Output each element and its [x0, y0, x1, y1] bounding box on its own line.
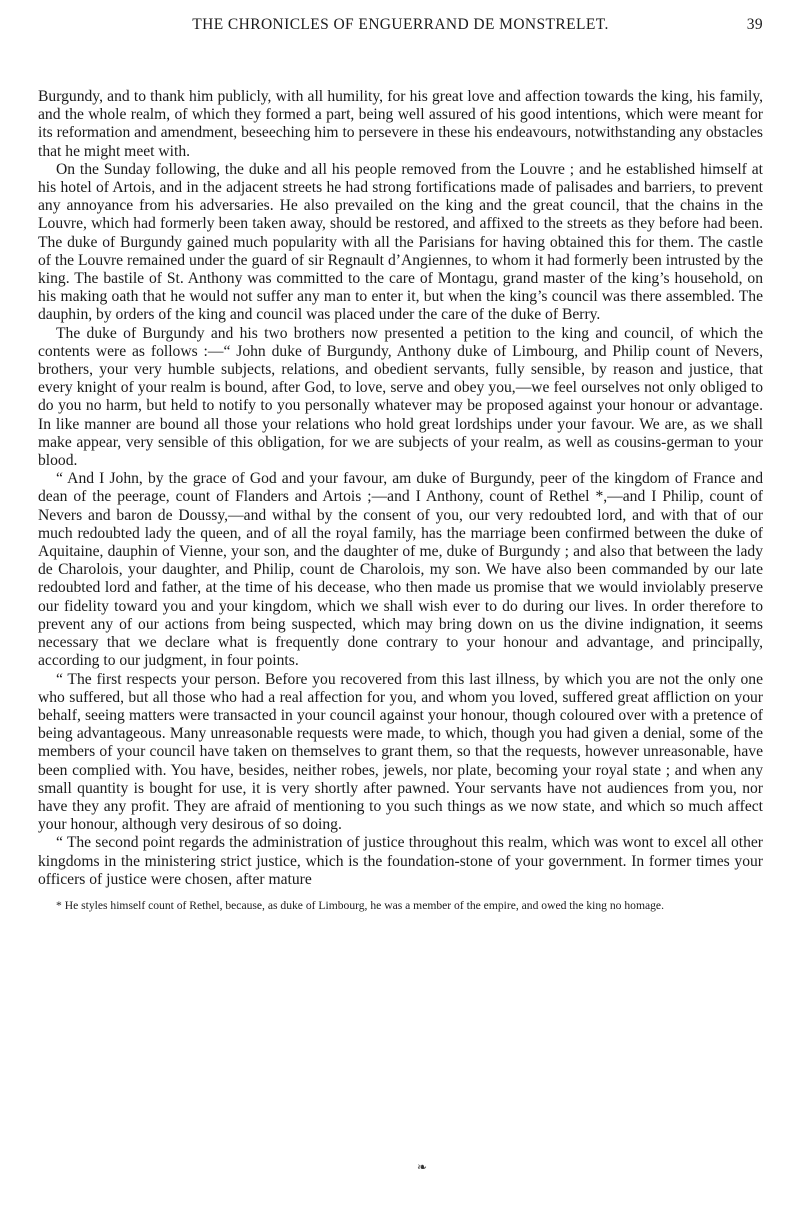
paragraph: “ The first respects your person. Before you recovered from this last illness, by which you are not the only one who suffered, but all those who had a real affection for you, and whom you loved, suffered great affliction on your behalf, seeing matters were transacted in your council against your honour, though coloured over with a pretence of being advantageous. Many unreasonable requests were made, to which, though you had given a denial, some of the members of your council have taken on themselves to grant them, so that the requests, however unreasonable, have been complied with. You have, besides, neither robes, jewels, nor plate, becoming your royal state ; and when any small quantity is bought for use, it is very shortly after pawned. Your servants have not audiences from you, nor have they any profit. They are afraid of mentioning to you such things as we now state, and which so much affect your honour, although very desirous of so doing. — [38, 670, 763, 834]
body-text — [38, 88, 763, 889]
running-head — [38, 16, 763, 40]
printer-ornament: ❧ — [417, 1160, 428, 1174]
paragraph: “ The second point regards the administration of justice throughout this realm, which was wont to excel all other kingdoms in the ministering strict justice, which is the foundation-stone of your government. In former times your officers of justice were chosen, after mature — [38, 834, 763, 888]
paragraph: On the Sunday following, the duke and all his people removed from the Louvre ; and he established himself at his hotel of Artois, and in the adjacent streets he had strong fortifications made of palisades and barriers, to prevent any annoyance from his adversaries. He also prevailed on the king and the great council, that the chains in the Louvre, which had formerly been taken away, should be restored, and affixed to the streets as they before had been. The duke of Burgundy gained much popularity with all the Parisians for having obtained this for them. The castle of the Louvre remained under the guard of sir Regnault d’Angiennes, to whom it had formerly been intrusted by the king. The bastile of St. Anthony was committed to the care of Montagu, grand master of the king’s household, on his making oath that he would not suffer any man to enter it, but when the king’s council was there assembled. The dauphin, by orders of the king and council was placed under the care of the duke of Berry. — [38, 160, 763, 324]
paragraph: The duke of Burgundy and his two brothers now presented a petition to the king and council, of which the contents were as follows :—“ John duke of Burgundy, Anthony duke of Limbourg, and Philip count of Nevers, brothers, your very humble subjects, relations, and obedient servants, fully sensible, by reason and justice, that every knight of your realm is bound, after God, to love, serve and obey you,—we feel ourselves not only obliged to do you no harm, but held to notify to you personally whatever may be proposed against your honour or advantage. In like manner are bound all those your relations who hold great lordships under your favour. We are, as we shall make appear, very sensible of this obligation, for we are subjects of your realm, as well as cousins-german to your blood. — [38, 324, 763, 470]
running-title: THE CHRONICLES OF ENGUERRAND DE MONSTRELET. — [192, 16, 609, 33]
paragraph: “ And I John, by the grace of God and your favour, am duke of Burgundy, peer of the kingdom of France and dean of the peerage, count of Flanders and Artois ;—and I Anthony, count of Rethel *,—and I Philip, count of Nevers and baron de Doussy,—and withal by the consent of you, our very redoubted lord, and with that of our much redoubted lady the queen, and of all the royal family, has the marriage been confirmed between the duke of Aquitaine, dauphin of Vienne, your son, and the daughter of me, duke of Burgundy ; and also that between the lady de Charolois, your daughter, and Philip, count de Charolois, my son. We have also been commanded by our late redoubted lord and father, at the time of his decease, who then made us promise that we would inviolably preserve our fidelity toward you and your kingdom, which we shall wish ever to do during our lives. In order therefore to prevent any of our actions from being suspected, which may bring down on us the divine indignation, it seems necessary that we declare what is frequently done contrary to your honour and advantage, and principally, according to our judgment, in four points. — [38, 470, 763, 670]
paragraph: Burgundy, and to thank him publicly, with all humility, for his great love and affection towards the king, his family, and the whole realm, of which they formed a part, being well assured of his good intentions, which were meant for its reformation and amendment, beseeching him to persevere in these his endeavours, notwithstanding any obstacles that he might meet with. — [38, 88, 763, 160]
page — [38, 16, 763, 913]
page-number: 39 — [746, 16, 763, 33]
footnote: * He styles himself count of Rethel, because, as duke of Limbourg, he was a member of the empire, and owed the king no homage. — [56, 898, 664, 912]
